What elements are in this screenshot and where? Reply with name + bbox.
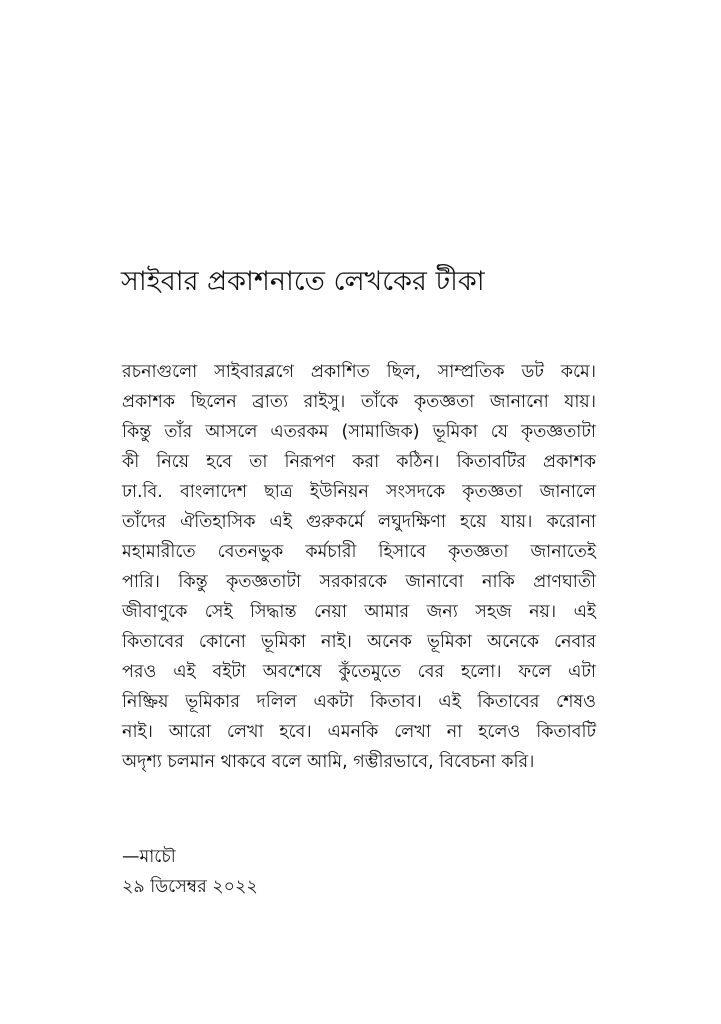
paragraph-line: কী নিয়ে হবে তা নিরূপণ করা কঠিন। কিতাবটির প্রকাশক <box>122 452 596 472</box>
paragraph-line: পারি। কিন্তু কৃতজ্ঞতাটা সরকারকে জানাবো নাকি প্রাণঘাতী <box>122 572 596 592</box>
paragraph-line: ঢা.বি. বাংলাদেশ ছাত্র ইউনিয়ন সংসদকে কৃতজ্ঞতা জানালে <box>122 482 596 502</box>
paragraph-line: মহামারীতে বেতনভুক কর্মচারী হিসাবে কৃতজ্ঞতা জানাতেই <box>122 542 596 562</box>
page-title: সাইবার প্রকাশনাতে লেখকের টীকা <box>121 266 485 297</box>
body-paragraph <box>122 357 596 777</box>
paragraph-line: নিষ্ক্রিয় ভূমিকার দলিল একটা কিতাব। এই কিতাবের শেষও <box>122 692 596 712</box>
paragraph-line: কিতাবের কোনো ভূমিকা নাই। অনেক ভূমিকা অনেকে নেবার <box>122 632 596 652</box>
paragraph-line: রচনাগুলো সাইবারব্লগে প্রকাশিত ছিল, সাম্প্রতিক ডট কমে। <box>122 362 596 382</box>
paragraph-line: তাঁদের ঐতিহাসিক এই গুরুকর্মে লঘুদক্ষিণা হয়ে যায়। করোনা <box>122 512 596 532</box>
paragraph-line: জীবাণুকে সেই সিদ্ধান্ত নেয়া আমার জন্য সহজ নয়। এই <box>122 602 596 622</box>
paragraph-line: পরও এই বইটা অবশেষে কুঁতেমুতে বের হলো। ফলে এটা <box>122 662 596 682</box>
paragraph-line: কিন্তু তাঁর আসলে এতরকম (সামাজিক) ভূমিকা যে কৃতজ্ঞতাটা <box>122 422 596 442</box>
author-signature: —মাচৌ <box>122 847 176 867</box>
paragraph-line: প্রকাশক ছিলেন ব্রাত্য রাইসু। তাঁকে কৃতজ্ঞতা জানানো যায়। <box>122 392 596 412</box>
signature-block <box>122 842 258 902</box>
signature-date: ২৯ ডিসেম্বর ২০২২ <box>122 877 258 897</box>
paragraph-line: নাই। আরো লেখা হবে। এমনকি লেখা না হলেও কিতাবটি <box>122 722 596 742</box>
paragraph-line: অদৃশ্য চলমান থাকবে বলে আমি, গম্ভীরভাবে, বিবেচনা করি। <box>122 752 535 772</box>
